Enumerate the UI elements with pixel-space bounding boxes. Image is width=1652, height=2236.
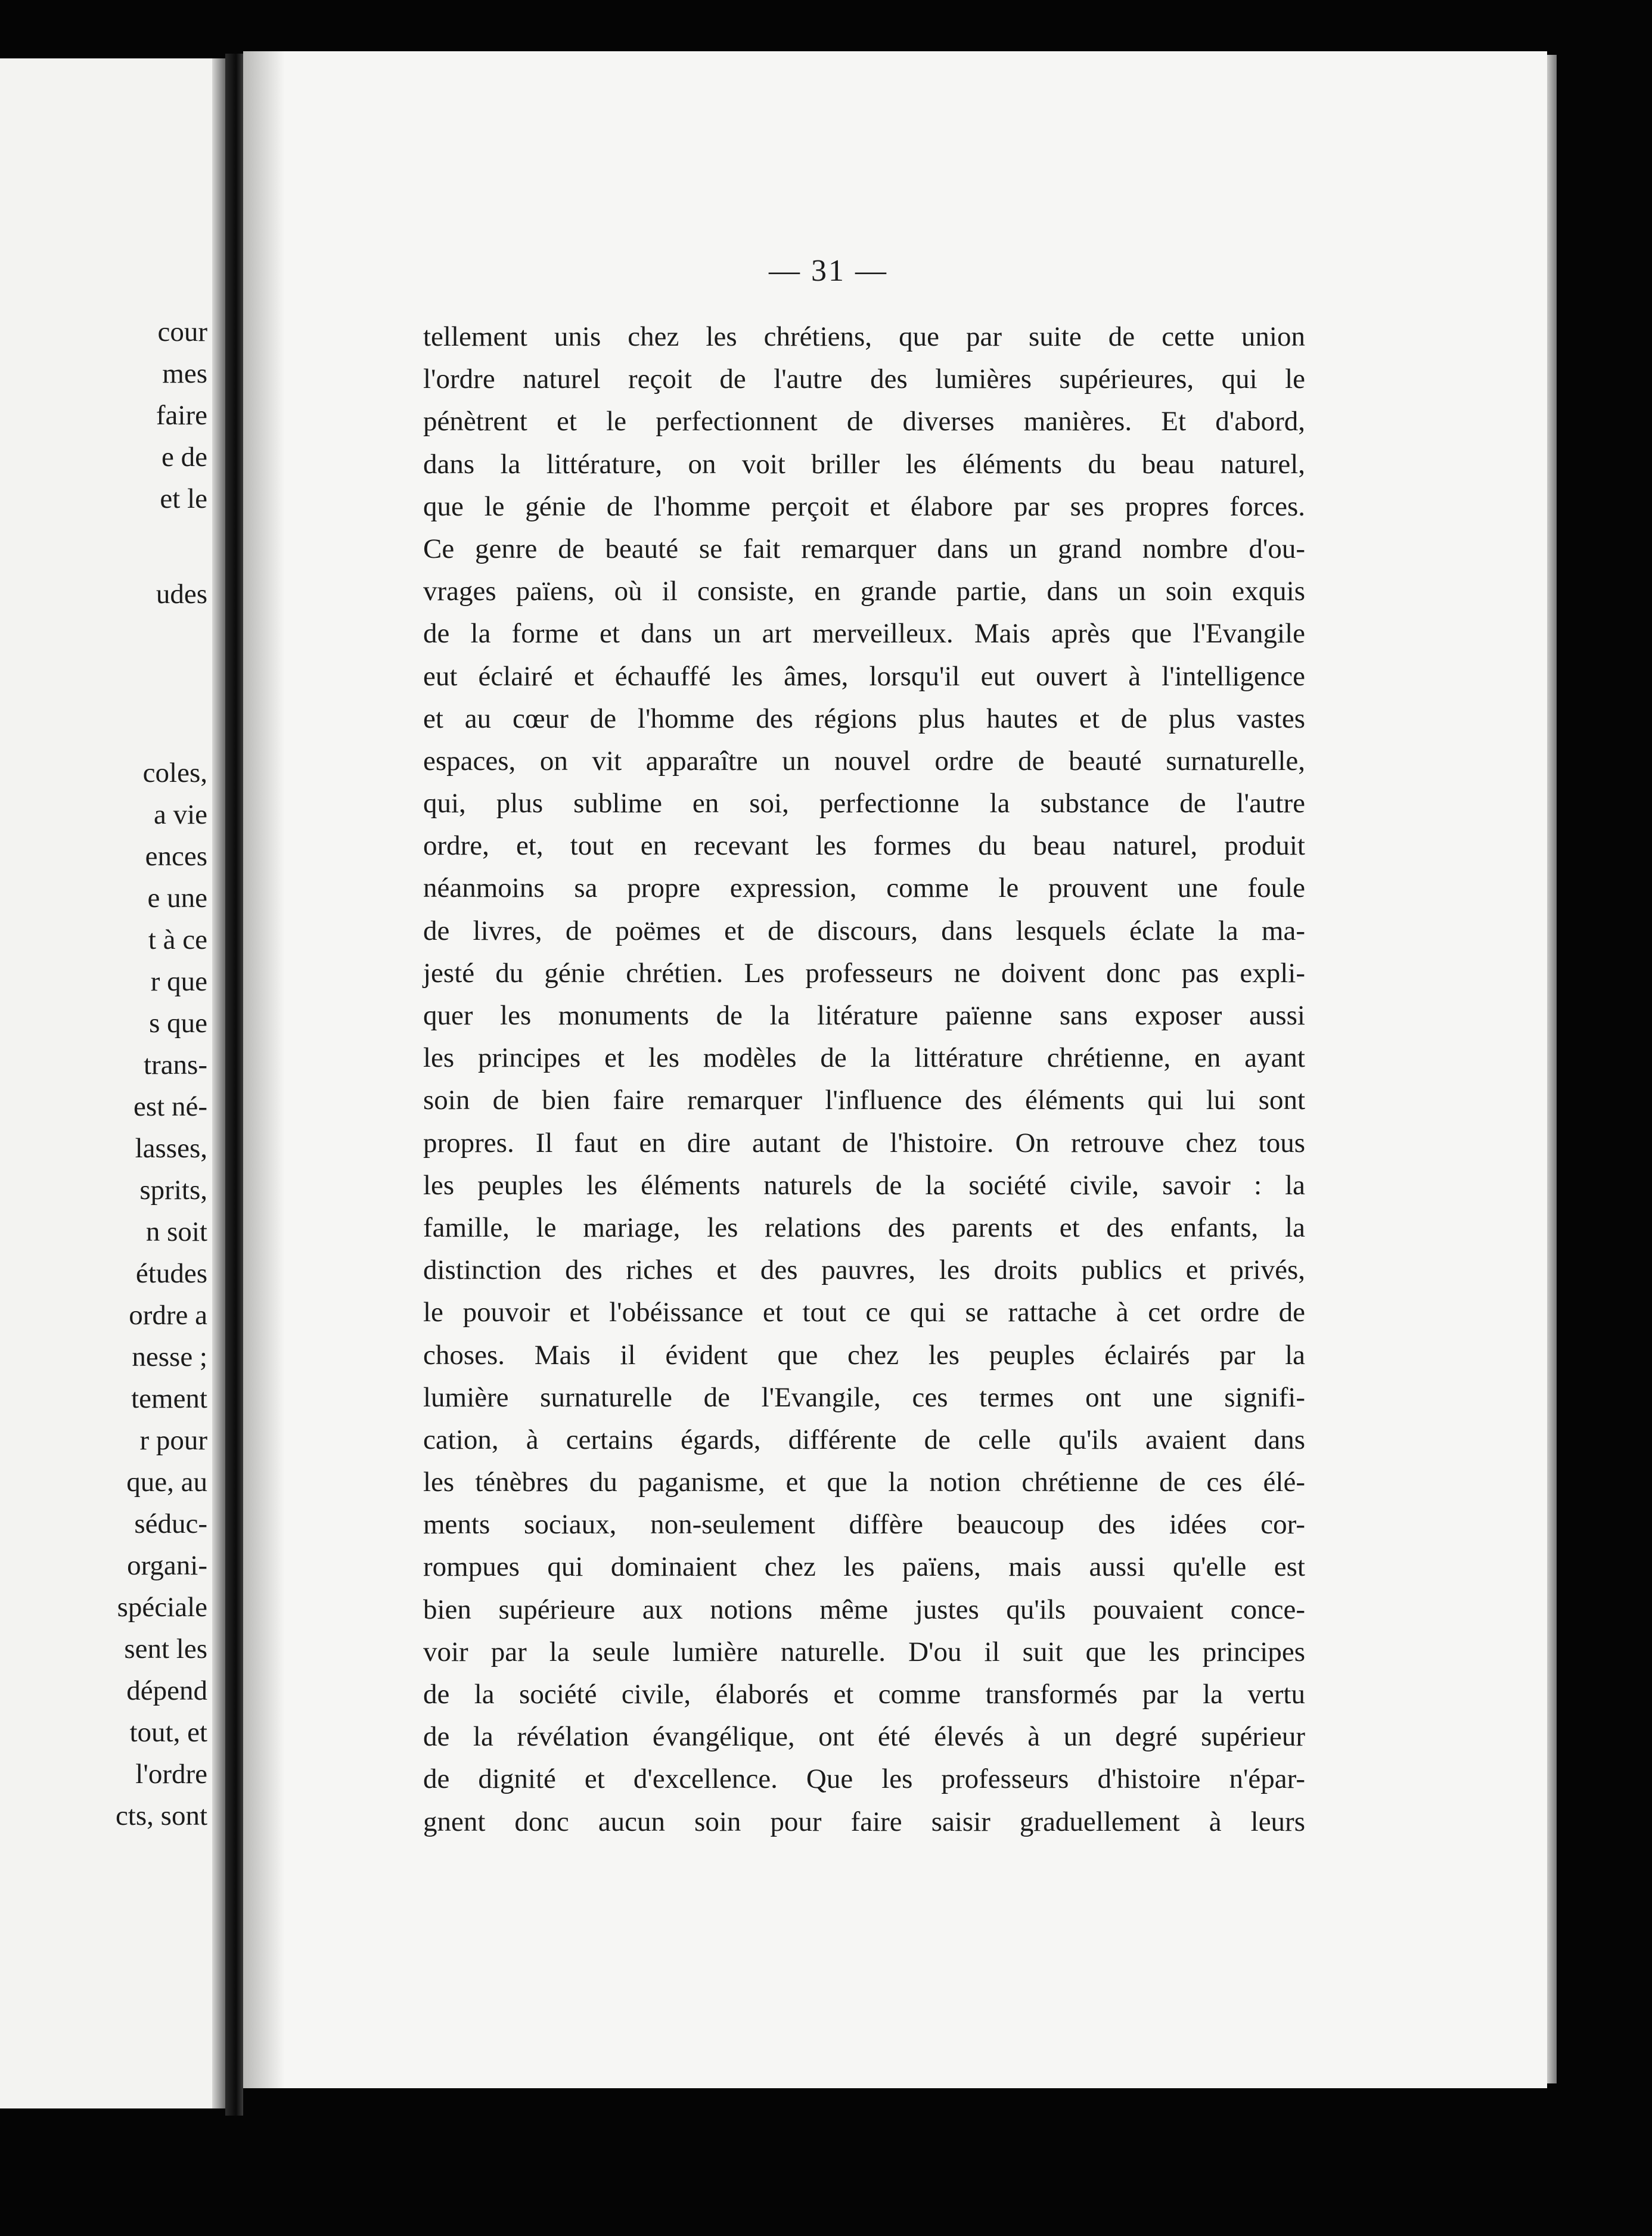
left-page (0, 58, 225, 2108)
left-page-line-fragment: tement (131, 1383, 207, 1414)
body-line: de la forme et dans un art merveilleux. Mais après que l'Evangile (423, 618, 1305, 650)
body-line: dans la littérature, on voit briller les éléments du beau naturel, (423, 448, 1305, 480)
left-page-line-fragment: udes (156, 579, 207, 610)
left-page-line-fragment: e une (147, 883, 207, 914)
left-page-line-fragment: s que (149, 1008, 207, 1039)
body-line: lumière surnaturelle de l'Evangile, ces termes ont une signifi- (423, 1381, 1305, 1413)
left-page-line-fragment: mes (162, 358, 207, 389)
left-page-line-fragment: ences (145, 841, 207, 872)
left-page-line-fragment: e de (162, 442, 207, 473)
book-gutter (225, 54, 243, 2116)
body-line: famille, le mariage, les relations des parents et des enfants, la (423, 1212, 1305, 1243)
body-line: de la société civile, élaborés et comme transformés par la vertu (423, 1679, 1305, 1710)
body-line: ments sociaux, non-seulement diffère beaucoup des idées cor- (423, 1509, 1305, 1541)
body-line: gnent donc aucun soin pour faire saisir graduellement à leurs (423, 1806, 1305, 1837)
body-line: de la révélation évangélique, ont été élevés à un degré supérieur (423, 1721, 1305, 1753)
body-line: propres. Il faut en dire autant de l'histoire. On retrouve chez tous (423, 1127, 1305, 1159)
body-line: tellement unis chez les chrétiens, que par suite de cette union (423, 321, 1305, 352)
left-page-line-fragment: sprits, (139, 1175, 207, 1206)
body-line: jesté du génie chrétien. Les professeurs ne doivent donc pas expli- (423, 957, 1305, 989)
left-page-line-fragment: et le (160, 483, 207, 514)
left-page-edge (212, 58, 225, 2108)
left-page-line-fragment: n soit (145, 1216, 207, 1247)
body-text (423, 316, 1305, 1843)
body-line: le pouvoir et l'obéissance et tout ce qui se rattache à cet ordre de (423, 1297, 1305, 1328)
body-line: les principes et les modèles de la littérature chrétienne, en ayant (423, 1042, 1305, 1074)
body-line: distinction des riches et des pauvres, les droits publics et privés, (423, 1254, 1305, 1286)
body-line: Ce genre de beauté se fait remarquer dans un grand nombre d'ou- (423, 533, 1305, 564)
left-page-line-fragment: coles, (142, 757, 207, 788)
body-line: bien supérieure aux notions même justes qu'ils pouvaient conce- (423, 1594, 1305, 1625)
left-page-line-fragment: nesse ; (132, 1341, 207, 1372)
body-line: rompues qui dominaient chez les païens, mais aussi qu'elle est (423, 1551, 1305, 1583)
left-page-line-fragment: est né- (133, 1091, 207, 1122)
body-line: que le génie de l'homme perçoit et élabore par ses propres forces. (423, 490, 1305, 522)
left-page-line-fragment: spéciale (117, 1592, 207, 1623)
left-page-line-fragment: organi- (127, 1550, 207, 1581)
left-page-line-fragment: dépend (126, 1675, 207, 1706)
body-line: voir par la seule lumière naturelle. D'ou il suit que les principes (423, 1636, 1305, 1667)
body-line: l'ordre naturel reçoit de l'autre des lumières supérieures, qui le (423, 364, 1305, 395)
body-line: et au cœur de l'homme des régions plus hautes et de plus vastes (423, 703, 1305, 734)
left-page-line-fragment: que, au (126, 1467, 207, 1498)
right-page-edge (1547, 55, 1557, 2083)
left-page-line-fragment: trans- (143, 1049, 207, 1080)
body-line: les peuples les éléments naturels de la société civile, savoir : la (423, 1169, 1305, 1201)
left-page-line-fragment: a vie (153, 799, 207, 830)
left-page-line-fragment: lasses, (135, 1133, 207, 1164)
body-line: les ténèbres du paganisme, et que la notion chrétienne de ces élé- (423, 1467, 1305, 1498)
left-page-line-fragment: ordre a (129, 1300, 207, 1331)
left-page-line-fragment: cour (157, 316, 207, 347)
left-page-line-fragment: études (135, 1258, 207, 1289)
body-line: qui, plus sublime en soi, perfectionne la substance de l'autre (423, 788, 1305, 819)
body-line: pénètrent et le perfectionnent de diverses manières. Et d'abord, (423, 406, 1305, 437)
body-line: vrages païens, où il consiste, en grande partie, dans un soin exquis (423, 576, 1305, 607)
left-page-line-fragment: sent les (124, 1633, 207, 1664)
body-line: eut éclairé et échauffé les âmes, lorsqu'il eut ouvert à l'intelligence (423, 660, 1305, 692)
body-line: cation, à certains égards, différente de celle qu'ils avaient dans (423, 1424, 1305, 1455)
right-page-inner-shadow (243, 51, 285, 2088)
left-page-line-fragment: r pour (139, 1425, 207, 1456)
body-line: néanmoins sa propre expression, comme le prouvent une foule (423, 872, 1305, 904)
body-line: quer les monuments de la litérature païenne sans exposer aussi (423, 1000, 1305, 1031)
left-page-line-fragment: cts, sont (115, 1800, 207, 1831)
body-line: choses. Mais il évident que chez les peuples éclairés par la (423, 1339, 1305, 1371)
left-page-line-fragment: t à ce (148, 924, 207, 955)
body-line: ordre, et, tout en recevant les formes du beau naturel, produit (423, 830, 1305, 862)
left-page-line-fragment: séduc- (134, 1508, 207, 1539)
left-page-line-fragment: l'ordre (135, 1759, 207, 1790)
body-line: soin de bien faire remarquer l'influence des éléments qui lui sont (423, 1085, 1305, 1116)
left-page-line-fragment: r que (150, 966, 207, 997)
left-page-line-fragment: faire (156, 400, 207, 431)
left-page-line-fragment: tout, et (129, 1717, 207, 1748)
body-line: espaces, on vit apparaître un nouvel ordre de beauté surnaturelle, (423, 745, 1305, 777)
page-number: — 31 — (769, 254, 888, 288)
body-line: de dignité et d'excellence. Que les professeurs d'histoire n'épar- (423, 1763, 1305, 1795)
body-line: de livres, de poëmes et de discours, dans lesquels éclate la ma- (423, 915, 1305, 946)
